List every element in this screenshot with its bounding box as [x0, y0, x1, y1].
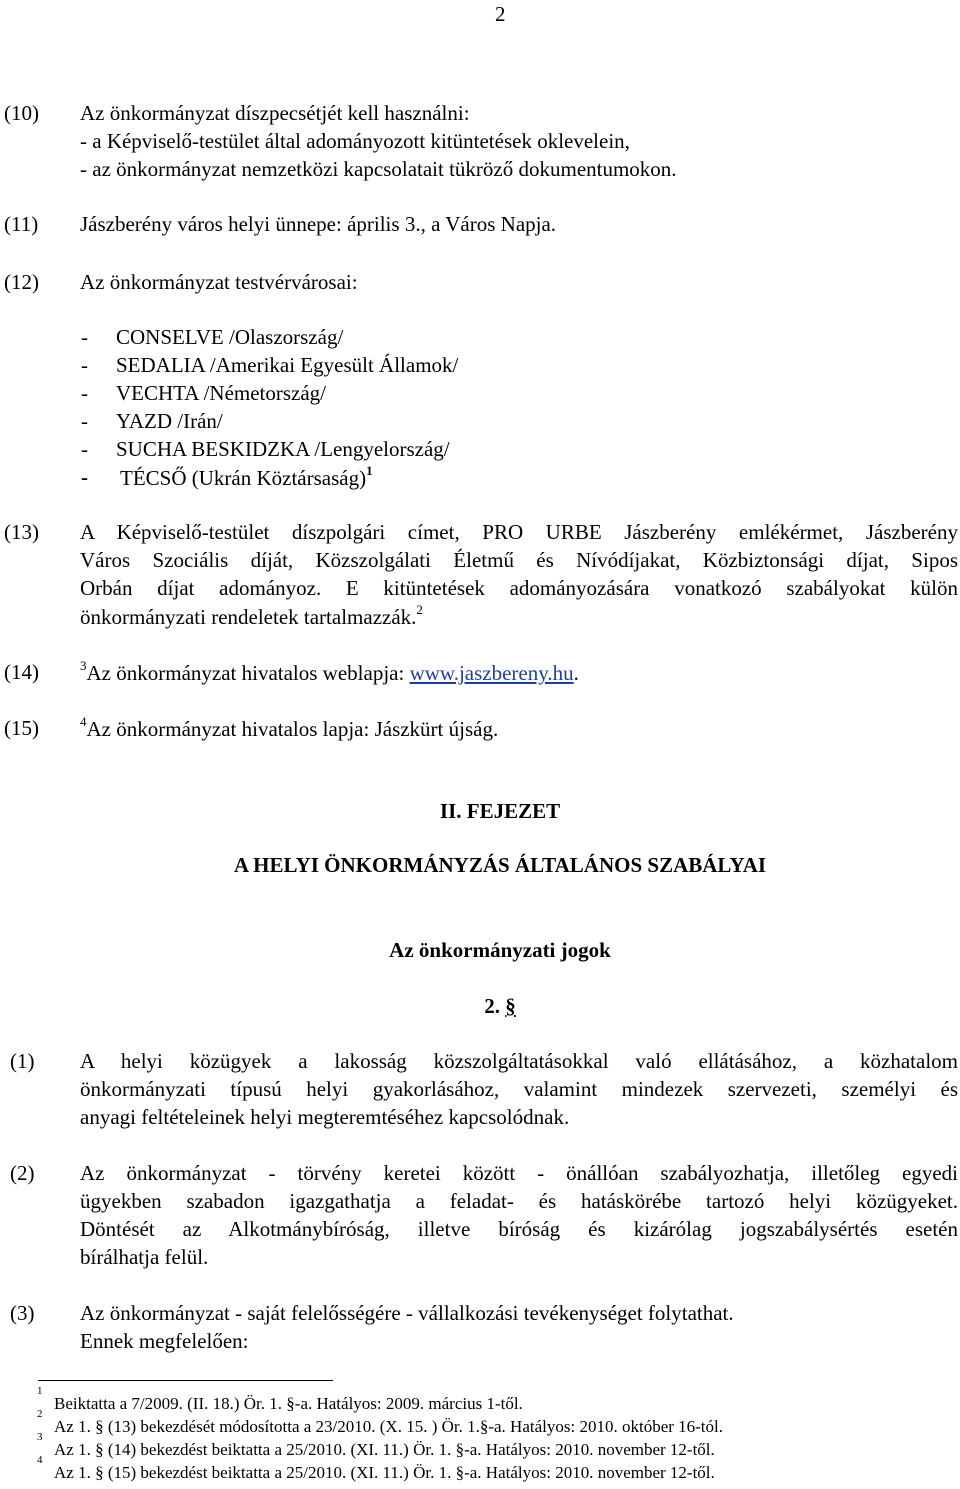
paragraph-15-text — [80, 716, 498, 742]
section-number — [0, 994, 960, 1019]
sister-city-vechta: VECHTA /Németország/ — [116, 381, 327, 405]
paragraph-15-label: Az önkormányzat hivatalos lapja: Jászkürt újság. — [86, 717, 499, 741]
paragraph-13-line-3: Orbán díjat adományoz. E kitüntetések adományozására vonatkozó szabályokat külön — [80, 576, 958, 600]
subsection-2-line-2: ügyekben szabadon igazgathatja a feladat- és hatáskörébe tartozó helyi közügyeket. — [80, 1189, 958, 1213]
paragraph-number-10: (10) — [4, 101, 39, 125]
sister-city-tecso-text: TÉCSŐ (Ukrán Köztársaság) — [120, 466, 367, 490]
page-number: 2 — [495, 2, 506, 26]
list-item-dash: - — [81, 381, 88, 405]
paragraph-14-period: . — [573, 661, 579, 685]
paragraph-14-label: Az önkormányzat hivatalos weblapja: — [86, 661, 410, 685]
list-item-dash: - — [81, 465, 88, 489]
chapter-heading: II. FEJEZET — [439, 799, 561, 823]
paragraph-number-13: (13) — [4, 520, 39, 544]
list-item-dash: - — [81, 409, 88, 433]
footnote-1-text: Beiktatta a 7/2009. (II. 18.) Ör. 1. §-a. Hatályos: 2009. március 1-től. — [54, 1394, 523, 1413]
subsection-2-line-4: bírálhatja felül. — [80, 1245, 209, 1269]
paragraph-10-line-1: Az önkormányzat díszpecsétjét kell használni: — [80, 101, 470, 125]
footnote-3-marker: 3 — [37, 1431, 43, 1443]
footnote-2-marker: 2 — [37, 1408, 43, 1420]
sister-city-sedalia: SEDALIA /Amerikai Egyesült Államok/ — [116, 353, 459, 377]
paragraph-10-line-2: - a Képviselő-testület által adományozott kitüntetések oklevelein, — [80, 129, 630, 153]
section-number-text: 2. — [484, 994, 500, 1018]
list-item-dash: - — [81, 353, 88, 377]
subsection-number-2: (2) — [10, 1161, 35, 1185]
paragraph-13-line-4-text: önkormányzati rendeletek tartalmazzák. — [80, 605, 417, 629]
paragraph-number-14: (14) — [4, 660, 39, 684]
paragraph-14-text — [80, 660, 579, 686]
footnote-ref-1[interactable]: 1 — [366, 463, 373, 478]
footnote-3 — [37, 1431, 715, 1460]
footnote-4-marker: 4 — [37, 1454, 43, 1466]
subsection-3-line-1: Az önkormányzat - saját felelősségére - vállalkozási tevékenységet folytathat. — [80, 1301, 734, 1325]
footnote-4 — [37, 1454, 715, 1483]
footnote-ref-3[interactable]: 3 — [80, 658, 87, 673]
paragraph-12-text: Az önkormányzat testvérvárosai: — [80, 270, 358, 294]
paragraph-number-15: (15) — [4, 716, 39, 740]
sister-city-yazd: YAZD /Irán/ — [116, 409, 223, 433]
section-sign: § — [505, 994, 516, 1018]
section-title: Az önkormányzati jogok — [389, 938, 611, 962]
footnote-4-text: Az 1. § (15) bekezdést beiktatta a 25/2010. (XI. 11.) Ör. 1. §-a. Hatályos: 2010. november 12-től. — [54, 1463, 715, 1482]
paragraph-13-line-2: Város Szociális díját, Közszolgálati Életmű és Nívódíjakat, Közbiztonsági díjat, Sipos — [80, 548, 958, 572]
subsection-number-1: (1) — [10, 1049, 35, 1073]
subsection-2-line-3: Döntését az Alkotmánybíróság, illetve bíróság és kizárólag jogszabálysértés esetén — [80, 1217, 958, 1241]
footnote-separator — [38, 1380, 333, 1381]
paragraph-number-12: (12) — [4, 270, 39, 294]
subsection-3-line-2: Ennek megfelelően: — [80, 1329, 249, 1353]
paragraph-10-line-3: - az önkormányzat nemzetközi kapcsolatait tükröző dokumentumokon. — [80, 157, 677, 181]
chapter-title: A HELYI ÖNKORMÁNYZÁS ÁLTALÁNOS SZABÁLYAI — [233, 853, 767, 877]
subsection-number-3: (3) — [10, 1301, 35, 1325]
footnote-ref-2[interactable]: 2 — [416, 602, 423, 617]
footnote-ref-4[interactable]: 4 — [80, 714, 87, 729]
paragraph-13-line-1: A Képviselő-testület díszpolgári címet, PRO URBE Jászberény emlékérmet, Jászberény — [80, 520, 958, 544]
sister-city-conselve: CONSELVE /Olaszország/ — [116, 325, 344, 349]
footnote-1-marker: 1 — [37, 1385, 43, 1397]
footnote-3-text: Az 1. § (14) bekezdést beiktatta a 25/2010. (XI. 11.) Ör. 1. §-a. Hatályos: 2010. november 12-től. — [54, 1440, 715, 1459]
sister-city-sucha-beskidzka: SUCHA BESKIDZKA /Lengyelország/ — [116, 437, 450, 461]
paragraph-13-line-4 — [80, 604, 423, 630]
website-link[interactable]: www.jaszbereny.hu — [409, 661, 574, 685]
subsection-1-line-1: A helyi közügyek a lakosság közszolgáltatásokkal való ellátásához, a közhatalom — [80, 1049, 958, 1073]
subsection-1-line-2: önkormányzati típusú helyi gyakorlásához, valamint mindezek szervezeti, személyi és — [80, 1077, 958, 1101]
subsection-2-line-1: Az önkormányzat - törvény keretei között - önállóan szabályozhatja, illetőleg egyedi — [80, 1161, 958, 1185]
list-item-dash: - — [81, 325, 88, 349]
footnote-2-text: Az 1. § (13) bekezdését módosította a 23/2010. (X. 15. ) Ör. 1.§-a. Hatályos: 2010. október 16-tól. — [54, 1417, 724, 1436]
footnote-1 — [37, 1385, 523, 1414]
footnote-2 — [37, 1408, 724, 1437]
sister-city-tecso — [120, 465, 373, 491]
list-item-dash: - — [81, 437, 88, 461]
subsection-1-line-3: anyagi feltételeinek helyi megteremtéséhez kapcsolódnak. — [80, 1105, 570, 1129]
paragraph-number-11: (11) — [4, 212, 39, 236]
paragraph-11-text: Jászberény város helyi ünnepe: április 3., a Város Napja. — [80, 212, 557, 236]
